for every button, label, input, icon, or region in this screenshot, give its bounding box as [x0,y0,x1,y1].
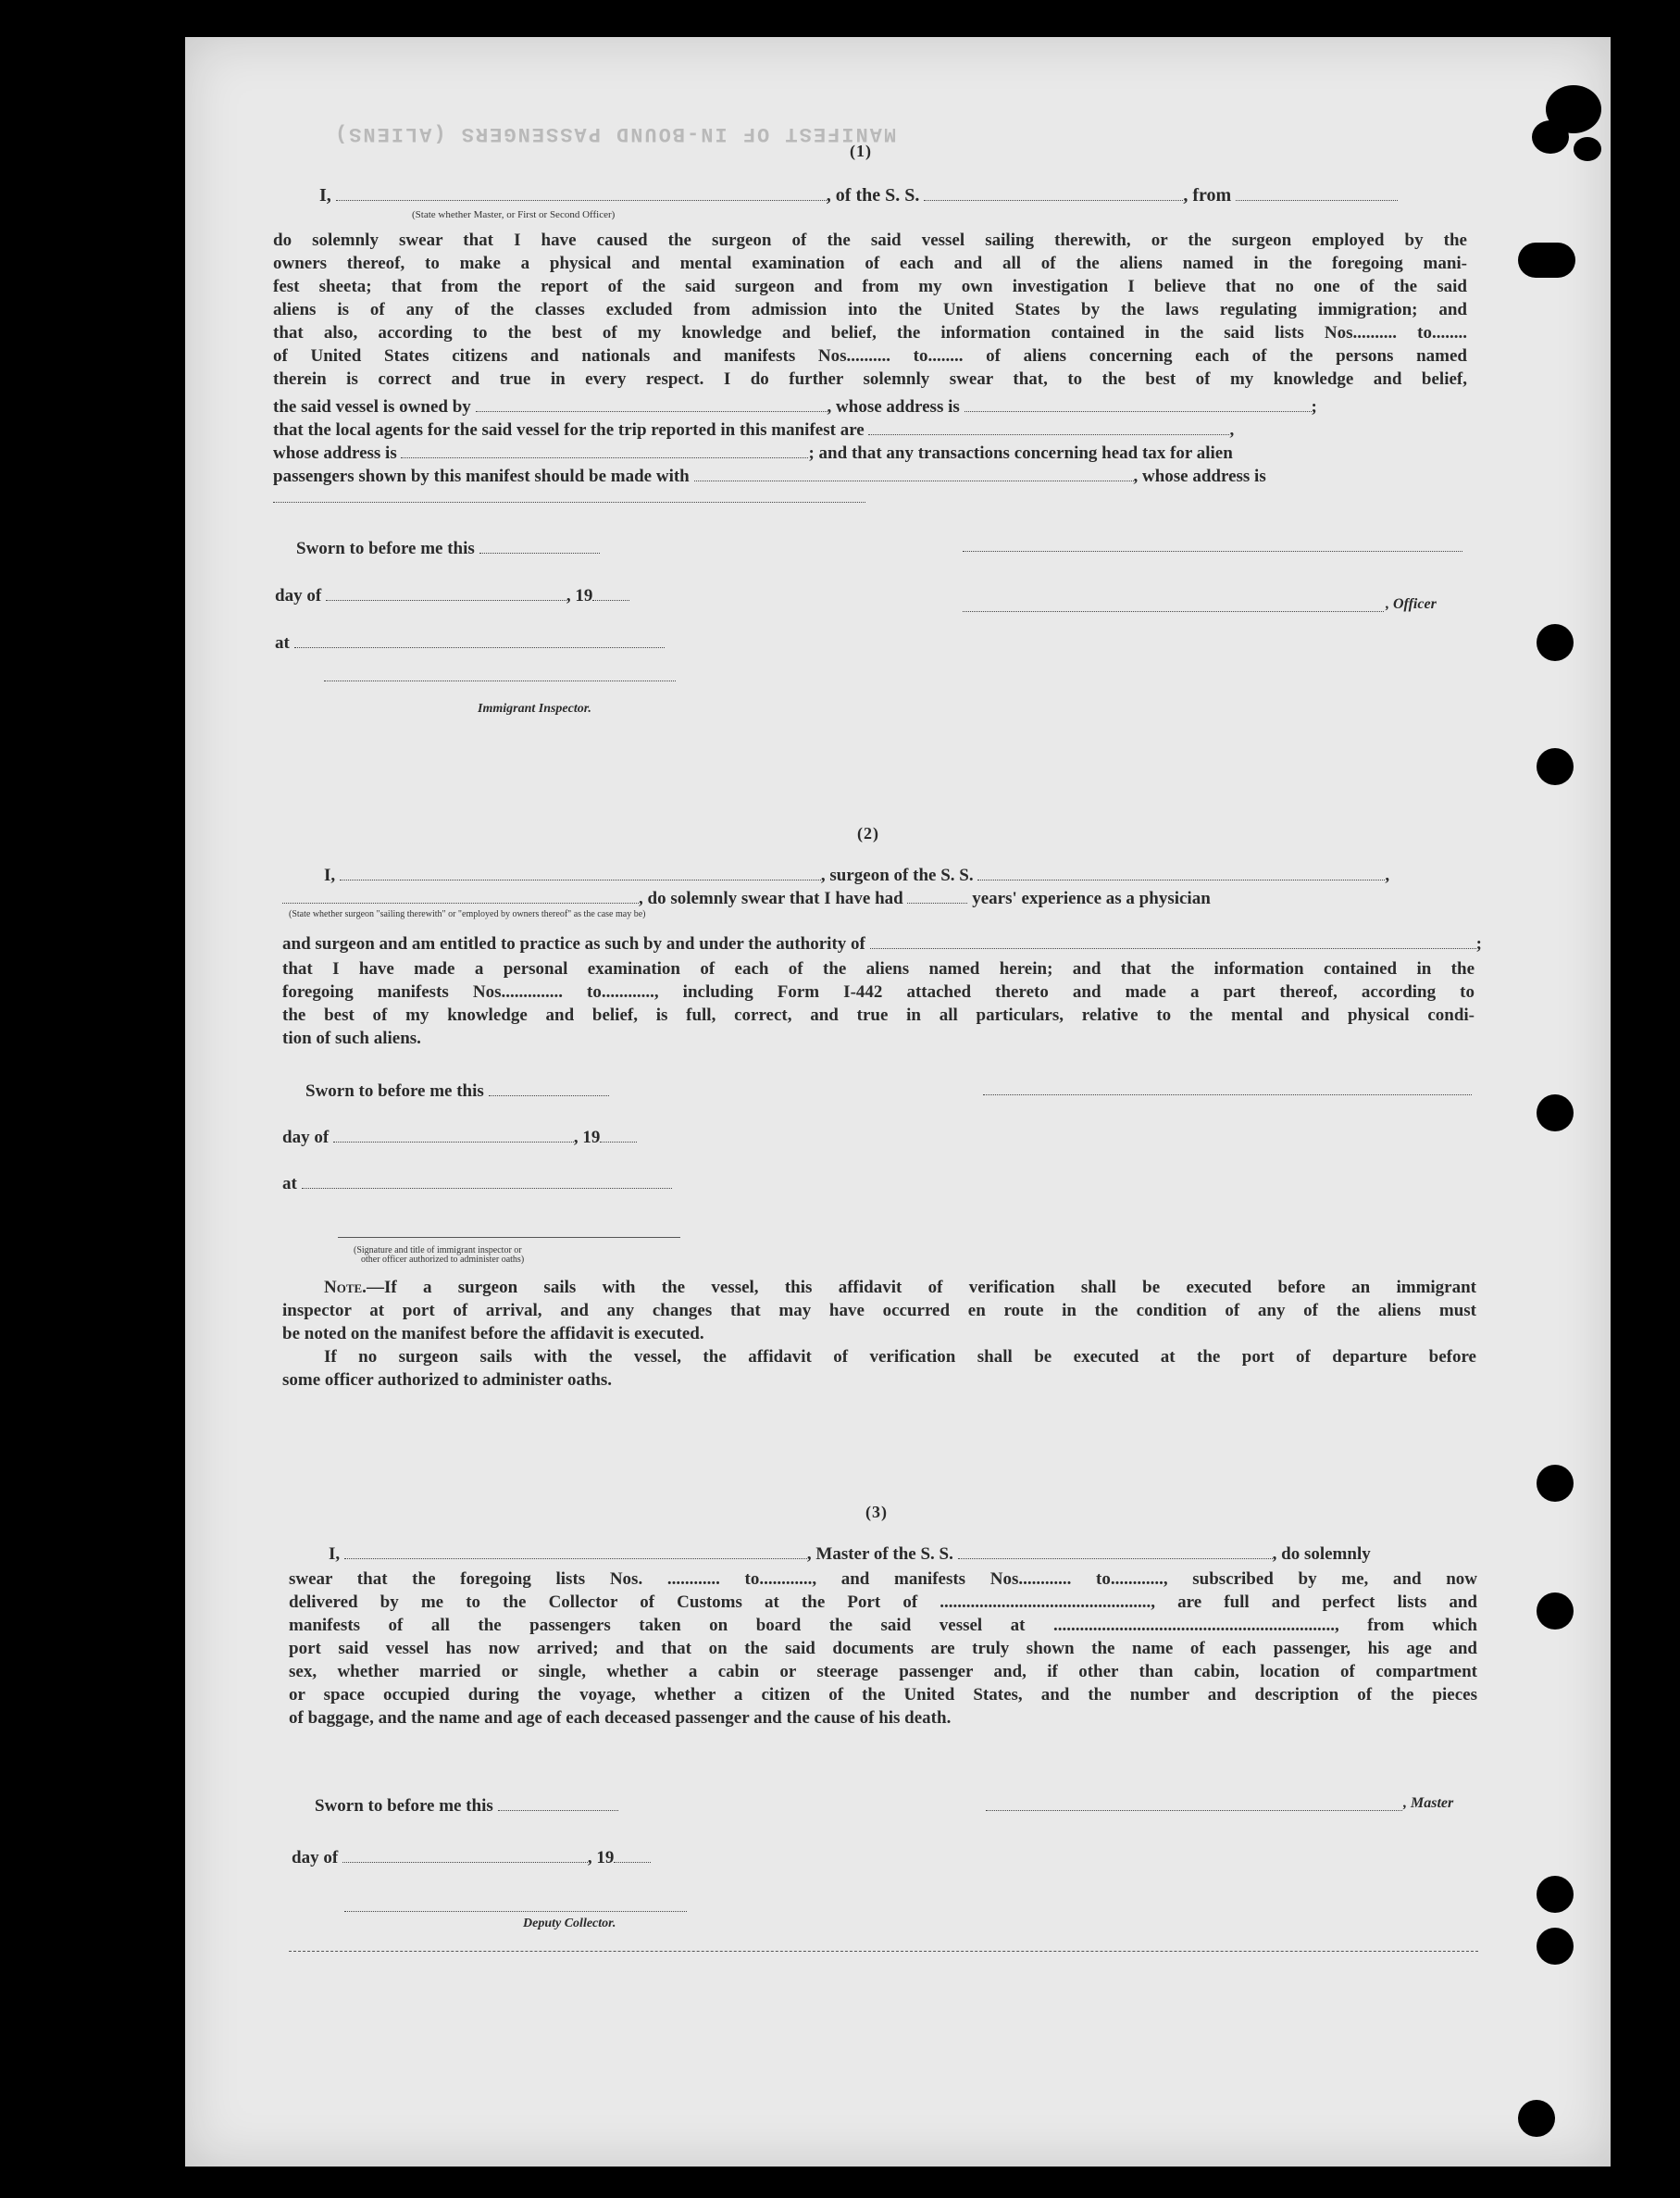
section-1-number: (1) [850,142,872,160]
s1-body-line: of United States citizens and nationals and manifests Nos.......... to........ of aliens concerning each of the persons named [273,346,1467,366]
s1-i-label: I, [319,185,331,206]
s3-body [289,1567,1477,1730]
s2-note2 [324,1345,1476,1368]
s2-authority-line: and surgeon and am entitled to practice as such by and under the authority of ; [282,934,1482,954]
s1-agents-line: that the local agents for the said vessel for the trip reported in this manifest are , [273,420,1235,440]
page-bottom-rule [289,1951,1478,1952]
s3-vessel-field[interactable] [958,1545,1273,1559]
s1-from-field[interactable] [1236,187,1398,201]
s1-passengers-line [273,467,1266,487]
s1-at-label: at [275,633,290,653]
s1-owner-field[interactable] [476,398,828,412]
s2-caption: (State whether surgeon "sailing therewith" or "employed by owners thereof" as the case may be) [289,909,646,919]
s3-body-line: port said vessel has now arrived; and that on the said documents are truly shown the name of each passenger, his age and [289,1639,1477,1658]
s1-body-line: owners thereof, to make a physical and mental examination of each and all of the aliens named in the foregoing mani- [273,254,1467,273]
binder-hole [1518,2100,1555,2137]
s3-body-line: delivered by me to the Collector of Customs at the Port of ................................................, are full and perfect lists and [289,1592,1477,1612]
s2-year-label: , 19 [573,1128,601,1147]
s1-body-line: do solemnly swear that I have caused the surgeon of the said vessel sailing therewith, or the surgeon employed by the [273,231,1467,250]
binder-hole [1537,1094,1574,1131]
s3-line1 [329,1544,1371,1565]
s1-inspector-label: Immigrant Inspector. [478,702,591,716]
s2-note-label: Note. [324,1278,367,1297]
s2-note-line-last: be noted on the manifest before the affidavit is executed. [282,1324,704,1343]
s1-officer-label: , Officer [1386,596,1437,612]
section-2-number: (2) [857,824,879,843]
s1-body-line: therein is correct and true in every respect. I do further solemnly swear that, to the best of my knowledge and belief, [273,369,1467,389]
document-page [185,37,1611,2167]
s3-collector-signature-line[interactable] [344,1911,687,1912]
s2-note2-last [282,1368,1476,1392]
s1-sworn-label: Sworn to before me this [296,539,475,558]
s3-body-line: swear that the foregoing lists Nos. ............ to............, and manifests Nos............ to............, subscribed by me, and now [289,1569,1477,1589]
s1-day-field[interactable] [326,587,566,601]
s2-note-line: inspector at port of arrival, and any changes that may have occurred en route in the condition of any of the aliens must [282,1301,1476,1320]
s1-at-line [275,633,665,654]
s2-line1: I, , surgeon of the S. S. , [324,866,1390,885]
s2-surgeon-of-label: , surgeon of the S. S. [820,866,974,885]
s1-body-line: that also, according to the best of my knowledge and belief, the information contained in the said lists Nos.......... to........ [273,323,1467,343]
s1-officer-line[interactable] [963,611,1384,612]
s1-signature-line[interactable] [963,551,1462,552]
s1-officer-name-field[interactable] [336,187,827,201]
binder-hole [1518,243,1575,278]
binder-hole [1537,1876,1574,1913]
s2-year-field[interactable] [600,1129,637,1143]
s1-owned-by-label: the said vessel is owned by [273,397,471,417]
torn-corner [1532,120,1569,154]
s3-sworn-line [315,1796,618,1817]
s1-at-field[interactable] [294,634,665,648]
s2-body-line: foregoing manifests Nos.............. to............, including Form I-442 attached thereto and made a part thereof, according to [282,982,1475,1002]
s1-owner-address-field[interactable] [964,398,1312,412]
s1-body-line: aliens is of any of the classes excluded from admission into the United States by the laws regulating immigration; and [273,300,1467,319]
s1-body-line: fest sheeta; that from the report of the said surgeon and from my own investigation I believe that no one of the said [273,277,1467,296]
s2-witness-signature-line[interactable] [338,1237,680,1238]
binder-hole [1537,624,1574,661]
s2-day-line [282,1128,637,1148]
s3-day-of-label: day of [292,1848,339,1867]
s1-of-ss-label: , of the S. S. [826,185,920,206]
s2-years-label: years' experience as a physician [972,889,1211,908]
s3-do-solemnly-label: , do solemnly [1272,1544,1371,1564]
s3-sworn-day-field[interactable] [498,1797,618,1811]
s2-note [324,1276,1476,1299]
s2-note-text: —If a surgeon sails with the vessel, this affidavit of verification shall be executed before an immigrant [366,1278,1476,1297]
s1-local-agents-label: that the local agents for the said vessel for the trip reported in this manifest are [273,420,865,440]
s1-day-of-label: day of [275,586,322,606]
s1-address-label-3: , whose address is [1133,467,1266,486]
s2-note2-line: If no surgeon sails with the vessel, the affidavit of verification shall be executed at the port of departure before [324,1347,1476,1367]
torn-corner [1574,137,1601,161]
s2-sworn-label: Sworn to before me this [305,1081,484,1101]
s2-line2 [282,889,1211,909]
s3-master-name-field[interactable] [344,1545,807,1559]
s1-caption: (State whether Master, or First or Second Officer) [412,209,616,220]
s3-body-line: sex, whether married or single, whether a cabin or steerage passenger and, if other than cabin, location of compartment [289,1662,1477,1681]
s2-body [282,957,1475,1050]
s1-from-label: , from [1183,185,1232,206]
s2-day-field[interactable] [333,1129,574,1143]
s3-master-label: , Master [1403,1795,1454,1811]
s1-sworn-day-field[interactable] [479,540,600,554]
s2-vessel-field[interactable] [977,867,1385,880]
s2-i-label: I, [324,866,336,885]
s1-head-tax-field[interactable] [694,468,1134,481]
s1-passengers-label: passengers shown by this manifest should be made with [273,467,690,486]
s3-collector-label: Deputy Collector. [523,1917,616,1930]
binder-hole [1537,748,1574,785]
s1-day-line [275,586,629,606]
s1-agents-address-field[interactable] [401,444,808,458]
s2-at-label: at [282,1174,297,1193]
s1-transactions-label: ; and that any transactions concerning head tax for alien [808,443,1233,463]
s2-sworn-line [305,1081,609,1102]
s2-surgeon-status-field[interactable] [282,890,639,904]
s2-do-solemnly-label: , do solemnly swear that I have had [639,889,903,908]
binder-hole [1537,1465,1574,1502]
s3-body-line: or space occupied during the voyage, whether a citizen of the United States, and the number and description of the pieces [289,1685,1477,1705]
s2-at-field[interactable] [302,1175,672,1189]
bleed-through-header: MANIFEST OF IN-BOUND PASSENGERS (ALIENS) [333,122,897,145]
s2-sworn-day-field[interactable] [489,1082,609,1096]
binder-hole [1537,1592,1574,1630]
s2-at-line [282,1174,672,1194]
s2-signature-line[interactable] [983,1094,1472,1095]
s1-address-label-2: whose address is [273,443,397,463]
s1-line1 [319,185,1398,206]
s1-owned-line: the said vessel is owned by , whose address is ; [273,397,1317,417]
s2-years-field[interactable] [907,890,967,904]
s2-body-line: that I have made a personal examination of each of the aliens named herein; and that the information contained in the [282,959,1475,979]
s3-master-of-label: , Master of the S. S. [806,1544,953,1564]
s3-day-field[interactable] [342,1849,588,1863]
s1-agents-address-line [273,443,1233,464]
s3-sworn-label: Sworn to before me this [315,1796,493,1816]
s3-day-line [292,1848,651,1868]
s3-body-line-last: of baggage, and the name and age of each deceased passenger and the cause of his death. [289,1708,952,1728]
s2-note2-line-last: some officer authorized to administer oaths. [282,1370,613,1390]
s2-body-line-last: tion of such aliens. [282,1029,421,1048]
s1-year-field[interactable] [592,587,629,601]
s1-head-tax-address-field[interactable] [273,502,865,503]
s3-year-field[interactable] [614,1849,651,1863]
s2-day-of-label: day of [282,1128,330,1147]
s2-body-line: the best of my knowledge and belief, is full, correct, and true in all particulars, relative to the mental and physical condi- [282,1005,1475,1025]
s2-surgeon-name-field[interactable] [340,867,821,880]
s1-agents-field[interactable] [868,421,1229,435]
s1-address-label: , whose address is [827,397,960,417]
s2-sig-caption-1: (Signature and title of immigrant inspector or [354,1245,522,1255]
s3-year-label: , 19 [587,1848,615,1867]
s2-authority-label: and surgeon and am entitled to practice as such by and under the authority of [282,934,865,954]
s1-year-label: , 19 [566,586,593,606]
s1-body [273,229,1467,391]
s3-signature-line[interactable] [986,1810,1402,1811]
binder-hole [1537,1928,1574,1965]
s1-vessel-field[interactable] [924,187,1183,201]
s2-authority-field[interactable] [870,935,1476,949]
s3-i-label: I, [329,1544,341,1564]
section-3-number: (3) [865,1503,888,1521]
s1-sworn-line [296,539,600,559]
s3-body-line: manifests of all the passengers taken on board the said vessel at ................................................................, from which [289,1616,1477,1635]
s2-note-body [282,1299,1476,1345]
s2-sig-caption-2: other officer authorized to administer oaths) [361,1255,525,1265]
